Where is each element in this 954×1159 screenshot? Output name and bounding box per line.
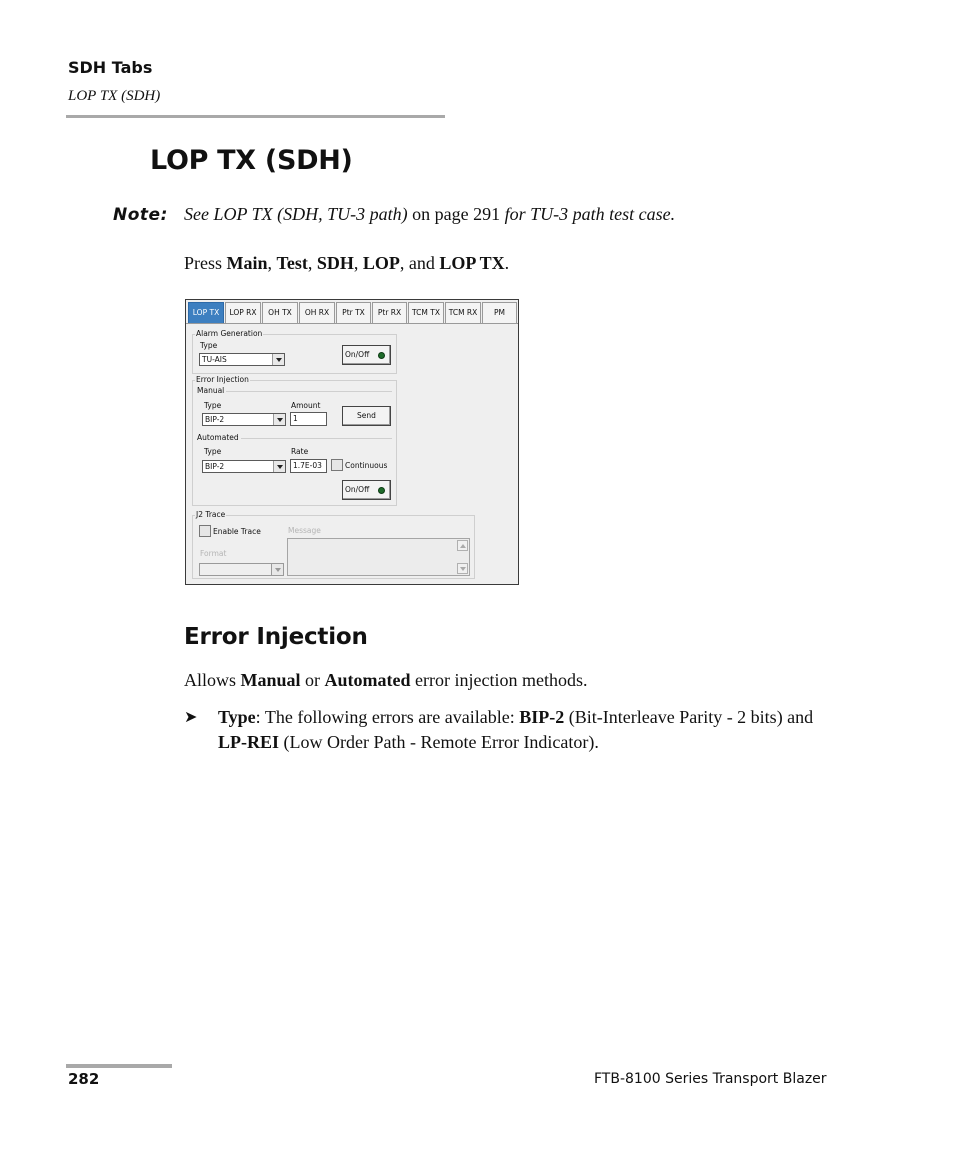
scroll-down-icon[interactable] <box>457 563 468 574</box>
tab-oh-rx[interactable]: OH RX <box>299 302 335 323</box>
page-title: LOP TX (SDH) <box>150 145 353 176</box>
status-led-icon <box>378 487 385 494</box>
chevron-down-icon <box>273 414 285 425</box>
bullet-bip2: BIP-2 <box>519 707 565 727</box>
tab-ptr-tx[interactable]: Ptr TX <box>336 302 371 323</box>
press-end: . <box>504 253 510 273</box>
allows-manual: Manual <box>240 670 301 690</box>
tab-lop-tx[interactable]: LOP TX <box>188 302 224 323</box>
press-lop: LOP <box>362 253 400 273</box>
tab-pm[interactable]: PM <box>482 302 517 323</box>
manual-label: Manual <box>197 386 225 395</box>
allows-paragraph <box>184 670 587 691</box>
automated-onoff-label: On/Off <box>345 485 370 494</box>
header-rule <box>66 115 445 118</box>
chevron-down-icon <box>273 461 285 472</box>
alarm-onoff-label: On/Off <box>345 350 370 359</box>
bullet-text-1: : The following errors are available: <box>255 707 520 727</box>
manual-amount-label: Amount <box>291 401 321 410</box>
press-main: Main <box>226 253 268 273</box>
note-plain: on page 291 <box>407 204 505 224</box>
note-text <box>184 204 675 225</box>
allows-mid: or <box>300 670 325 690</box>
error-injection-label: Error Injection <box>196 375 249 384</box>
manual-amount-input[interactable]: 1 <box>290 412 327 426</box>
automated-onoff-button[interactable] <box>342 480 391 500</box>
bullet-arrow-icon: ➤ <box>184 709 198 726</box>
press-sep-2: , <box>307 253 317 273</box>
press-sep-4: , and <box>399 253 440 273</box>
send-button[interactable]: Send <box>342 406 391 426</box>
allows-automated: Automated <box>324 670 411 690</box>
footer-rule <box>66 1064 172 1068</box>
tab-underline <box>186 323 518 324</box>
tab-oh-tx[interactable]: OH TX <box>262 302 298 323</box>
tab-tcm-rx[interactable]: TCM RX <box>445 302 481 323</box>
footer-product: FTB-8100 Series Transport Blazer <box>594 1071 827 1087</box>
press-sep-3: , <box>353 253 363 273</box>
bullet-type: Type <box>218 707 256 727</box>
running-header-subsection: LOP TX (SDH) <box>68 88 161 104</box>
alarm-type-select[interactable] <box>199 353 285 366</box>
chevron-down-icon <box>272 354 284 365</box>
press-sdh: SDH <box>316 253 354 273</box>
tab-ptr-rx[interactable]: Ptr RX <box>372 302 407 323</box>
message-label: Message <box>288 526 321 535</box>
press-test: Test <box>276 253 308 273</box>
automated-divider <box>241 438 392 439</box>
manual-type-label: Type <box>204 401 222 410</box>
j2-trace-label: J2 Trace <box>196 510 226 519</box>
tab-tcm-tx[interactable]: TCM TX <box>408 302 444 323</box>
section-title-error-injection: Error Injection <box>184 624 368 650</box>
press-instruction <box>184 253 509 274</box>
automated-type-label: Type <box>204 447 222 456</box>
allows-suffix: error injection methods. <box>410 670 588 690</box>
running-header-section: SDH Tabs <box>68 58 153 77</box>
manual-type-select[interactable] <box>202 413 286 426</box>
alarm-onoff-button[interactable] <box>342 345 391 365</box>
page-number: 282 <box>68 1070 100 1088</box>
automated-label: Automated <box>197 433 239 442</box>
allows-prefix: Allows <box>184 670 241 690</box>
automated-type-select[interactable] <box>202 460 286 473</box>
press-sep-1: , <box>267 253 277 273</box>
press-lop-tx: LOP TX <box>439 253 505 273</box>
rate-label: Rate <box>291 447 309 456</box>
tab-lop-rx[interactable]: LOP RX <box>225 302 261 323</box>
bullet-lprei: LP-REI <box>218 732 280 752</box>
format-select[interactable] <box>199 563 284 576</box>
alarm-type-value: TU-AIS <box>202 355 227 364</box>
alarm-generation-label: Alarm Generation <box>196 329 263 338</box>
manual-type-value: BIP-2 <box>205 415 225 424</box>
note-label: Note: <box>113 205 168 225</box>
bullet-text <box>218 705 828 755</box>
manual-divider <box>226 391 392 392</box>
press-prefix: Press <box>184 253 227 273</box>
bullet-text-2: (Bit-Interleave Parity - 2 bits) and <box>564 707 814 727</box>
note-italic-2: for TU-3 path test case. <box>504 204 676 224</box>
continuous-checkbox[interactable] <box>331 459 343 471</box>
scroll-up-icon[interactable] <box>457 540 468 551</box>
enable-trace-label: Enable Trace <box>213 527 261 536</box>
continuous-label: Continuous <box>345 461 388 470</box>
format-label: Format <box>200 549 227 558</box>
message-textarea[interactable] <box>287 538 470 576</box>
automated-type-value: BIP-2 <box>205 462 225 471</box>
status-led-icon <box>378 352 385 359</box>
rate-input[interactable]: 1.7E-03 <box>290 459 327 473</box>
chevron-down-icon <box>271 564 283 575</box>
alarm-type-label: Type <box>200 341 218 350</box>
bullet-text-3: (Low Order Path - Remote Error Indicator). <box>279 732 599 752</box>
enable-trace-checkbox[interactable] <box>199 525 211 537</box>
lop-tx-screenshot <box>185 299 519 585</box>
note-italic-1: See LOP TX (SDH, TU-3 path) <box>184 204 408 224</box>
